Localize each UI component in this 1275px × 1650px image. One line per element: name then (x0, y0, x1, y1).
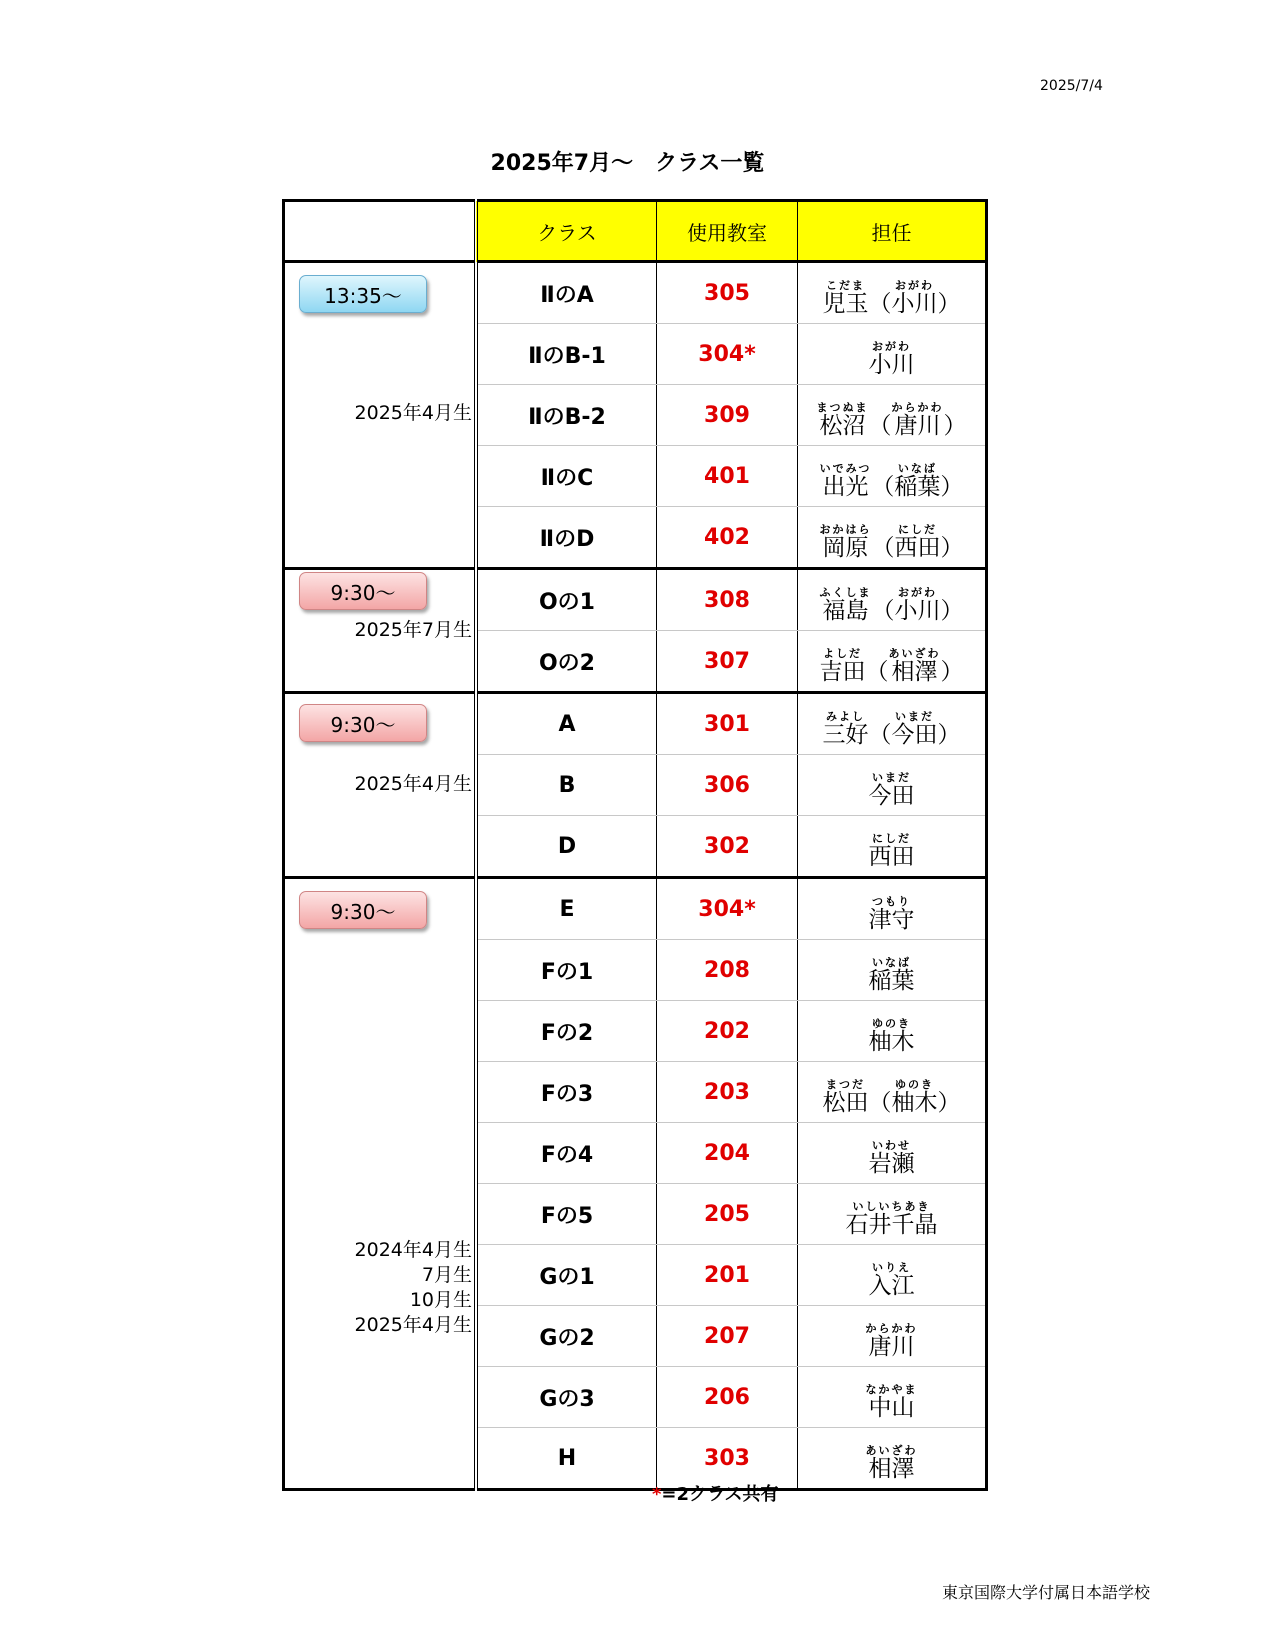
class-name-cell: ⅡのC (476, 446, 657, 507)
sub-teacher (892, 1079, 938, 1116)
room-number-cell: 207 (657, 1306, 798, 1367)
room-number-cell: 302 (657, 816, 798, 878)
furigana: いしいちあき (852, 1199, 931, 1213)
teacher-cell (798, 262, 987, 324)
student-intake-line: 2024年4月生 (354, 1239, 472, 1261)
column-header-class: クラス (476, 201, 657, 262)
teacher-cell (798, 878, 987, 940)
teacher-names (869, 833, 915, 870)
furigana: おがわ (898, 585, 937, 599)
teacher-names (869, 957, 915, 994)
paren-open: （ (868, 290, 892, 317)
teacher-cell (798, 1123, 987, 1184)
teacher-kanji: 稲葉 (868, 967, 915, 994)
paren-close: ） (943, 412, 967, 439)
furigana: いでみつ (819, 461, 872, 475)
group-cell (284, 262, 477, 569)
furigana: みよし (826, 709, 865, 723)
main-teacher (820, 463, 872, 500)
table-row (284, 262, 987, 324)
room-number-cell: 202 (657, 1001, 798, 1062)
paren-open: （ (868, 1089, 892, 1116)
main-teacher (869, 1140, 915, 1177)
table-row (284, 878, 987, 940)
teacher-kanji: 石井千晶 (845, 1211, 938, 1238)
teacher-cell (798, 385, 987, 446)
room-number-cell: 208 (657, 940, 798, 1001)
paren-open: （ (871, 534, 895, 561)
teacher-kanji: 入江 (868, 1272, 915, 1299)
furigana: ゆのき (895, 1077, 934, 1091)
student-intake-line: 2025年4月生 (354, 773, 472, 795)
class-name-cell: Gの3 (476, 1367, 657, 1428)
teacher-kanji: 今田 (891, 721, 938, 748)
class-name-cell: H (476, 1428, 657, 1490)
teacher-names (869, 1140, 915, 1177)
furigana: よしだ (823, 646, 862, 660)
main-teacher (823, 711, 869, 748)
teacher-names (869, 1018, 915, 1055)
table-row (284, 569, 987, 631)
student-intake-line: 7月生 (421, 1264, 472, 1286)
room-number-cell: 204 (657, 1123, 798, 1184)
sub-teacher (892, 280, 938, 317)
teacher-names (846, 1201, 938, 1238)
teacher-cell (798, 1306, 987, 1367)
class-table (282, 199, 988, 1491)
teacher-names (820, 648, 964, 685)
paren-close: ） (940, 534, 964, 561)
note-text: =2クラス共有 (661, 1484, 779, 1505)
teacher-kanji: 小川 (868, 351, 915, 378)
main-teacher (869, 833, 915, 870)
teacher-cell (798, 1062, 987, 1123)
asterisk-mark: * (652, 1484, 662, 1505)
main-teacher (820, 648, 866, 685)
class-name-cell: ⅡのA (476, 262, 657, 324)
table-header-row (284, 201, 987, 262)
furigana: ふくしま (819, 585, 872, 599)
class-name-cell: D (476, 816, 657, 878)
paren-close: ） (937, 290, 961, 317)
furigana: からかわ (891, 400, 944, 414)
sub-teacher (894, 463, 940, 500)
class-name-cell: Fの5 (476, 1184, 657, 1245)
furigana: あいざわ (888, 646, 941, 660)
paren-close: ） (940, 597, 964, 624)
teacher-cell (798, 755, 987, 816)
room-number-cell: 305 (657, 262, 798, 324)
main-teacher (866, 1323, 918, 1360)
group-cell (284, 569, 477, 693)
teacher-kanji: 柚木 (868, 1028, 915, 1055)
sub-teacher (895, 587, 941, 624)
teacher-kanji: 唐川 (868, 1333, 915, 1360)
furigana: おがわ (895, 278, 934, 292)
teacher-kanji: 松沼 (819, 412, 866, 439)
furigana: あいざわ (865, 1443, 918, 1457)
class-name-cell: Fの1 (476, 940, 657, 1001)
furigana: いわせ (872, 1138, 911, 1152)
teacher-cell (798, 446, 987, 507)
school-name: 東京国際大学付属日本語学校 (941, 1583, 1150, 1602)
teacher-names (869, 1262, 915, 1299)
furigana: からかわ (865, 1321, 918, 1335)
main-teacher (869, 772, 915, 809)
teacher-kanji: 岡原 (822, 534, 869, 561)
paren-open: （ (871, 597, 895, 624)
room-number-cell: 201 (657, 1245, 798, 1306)
paren-open: （ (865, 658, 889, 685)
class-name-cell: Oの1 (476, 569, 657, 631)
teacher-kanji: 松田 (822, 1089, 869, 1116)
teacher-kanji: 西田 (894, 534, 941, 561)
room-number-cell: 303 (657, 1428, 798, 1490)
start-time-badge: 9:30～ (299, 891, 427, 929)
paren-close: ） (940, 473, 964, 500)
class-name-cell: Gの2 (476, 1306, 657, 1367)
room-number-cell: 306 (657, 755, 798, 816)
shared-room-note (652, 1480, 852, 1506)
furigana: いなば (897, 461, 937, 475)
class-name-cell: Fの2 (476, 1001, 657, 1062)
teacher-kanji: 柚木 (891, 1089, 938, 1116)
column-header-room: 使用教室 (657, 201, 798, 262)
paren-open: （ (871, 473, 895, 500)
student-intake-line: 2025年7月生 (354, 619, 472, 641)
furigana: いまだ (895, 709, 934, 723)
furigana: いまだ (872, 770, 911, 784)
main-teacher (869, 896, 915, 933)
paren-close: ） (940, 658, 964, 685)
teacher-kanji: 相澤 (891, 658, 938, 685)
class-name-cell: ⅡのB-2 (476, 385, 657, 446)
student-intake-label (355, 618, 472, 643)
teacher-names (823, 280, 961, 317)
teacher-names (866, 1323, 918, 1360)
teacher-names (820, 524, 964, 561)
teacher-kanji: 小川 (894, 597, 941, 624)
column-header-teacher: 担任 (798, 201, 987, 262)
furigana: こだま (826, 278, 865, 292)
furigana: まつぬま (816, 400, 869, 414)
main-teacher (823, 280, 869, 317)
room-number-cell: 308 (657, 569, 798, 631)
class-name-cell: Fの4 (476, 1123, 657, 1184)
room-number-cell: 402 (657, 507, 798, 569)
teacher-kanji: 相澤 (868, 1455, 915, 1482)
teacher-cell (798, 940, 987, 1001)
class-name-cell: E (476, 878, 657, 940)
teacher-cell (798, 631, 987, 693)
teacher-kanji: 稲葉 (894, 473, 941, 500)
room-number-cell: 309 (657, 385, 798, 446)
teacher-kanji: 児玉 (822, 290, 869, 317)
teacher-kanji: 中山 (868, 1394, 915, 1421)
table-row (284, 693, 987, 755)
room-number-cell: 401 (657, 446, 798, 507)
teacher-cell (798, 1184, 987, 1245)
teacher-names (823, 1079, 961, 1116)
student-intake-line: 2025年4月生 (354, 1314, 472, 1336)
teacher-cell (798, 1001, 987, 1062)
main-teacher (817, 402, 869, 439)
teacher-names (817, 402, 967, 439)
main-teacher (866, 1384, 918, 1421)
teacher-names (820, 463, 964, 500)
furigana: ゆのき (872, 1016, 911, 1030)
main-teacher (846, 1201, 938, 1238)
teacher-kanji: 津守 (868, 906, 915, 933)
furigana: おかはら (819, 522, 872, 536)
group-cell (284, 878, 477, 1490)
room-number-cell: 304* (657, 324, 798, 385)
class-name-cell: B (476, 755, 657, 816)
teacher-cell (798, 507, 987, 569)
teacher-cell (798, 693, 987, 755)
paren-open: （ (868, 721, 892, 748)
start-time-badge: 9:30～ (299, 704, 427, 742)
paren-open: （ (868, 412, 892, 439)
main-teacher (869, 957, 915, 994)
class-name-cell: ⅡのB-1 (476, 324, 657, 385)
teacher-kanji: 小川 (891, 290, 938, 317)
main-teacher (823, 1079, 869, 1116)
teacher-kanji: 岩瀬 (868, 1150, 915, 1177)
class-name-cell: A (476, 693, 657, 755)
document-date: 2025/7/4 (1040, 78, 1103, 94)
teacher-names (869, 772, 915, 809)
student-intake-label (355, 1238, 472, 1338)
room-number-cell: 205 (657, 1184, 798, 1245)
room-number-cell: 301 (657, 693, 798, 755)
student-intake-label (355, 401, 472, 426)
room-number-cell: 206 (657, 1367, 798, 1428)
sub-teacher (892, 402, 944, 439)
teacher-names (820, 587, 964, 624)
main-teacher (869, 1018, 915, 1055)
class-name-cell: Gの1 (476, 1245, 657, 1306)
start-time-badge: 9:30～ (299, 572, 427, 610)
furigana: にしだ (872, 831, 911, 845)
teacher-names (869, 341, 915, 378)
furigana: おがわ (872, 339, 911, 353)
header-blank-cell (284, 201, 477, 262)
teacher-cell (798, 1367, 987, 1428)
room-number-cell: 203 (657, 1062, 798, 1123)
group-cell (284, 693, 477, 878)
main-teacher (820, 587, 872, 624)
teacher-names (823, 711, 961, 748)
class-name-cell: Oの2 (476, 631, 657, 693)
sub-teacher (892, 711, 938, 748)
teacher-names (866, 1445, 918, 1482)
furigana: なかやま (865, 1382, 918, 1396)
class-name-cell: Fの3 (476, 1062, 657, 1123)
paren-close: ） (937, 1089, 961, 1116)
furigana: にしだ (898, 522, 937, 536)
teacher-kanji: 吉田 (819, 658, 866, 685)
teacher-kanji: 福島 (822, 597, 869, 624)
main-teacher (869, 1262, 915, 1299)
teacher-kanji: 西田 (868, 843, 915, 870)
teacher-names (866, 1384, 918, 1421)
teacher-kanji: 今田 (868, 782, 915, 809)
furigana: いなば (872, 955, 911, 969)
teacher-cell (798, 1245, 987, 1306)
furigana: つもり (872, 894, 911, 908)
teacher-kanji: 出光 (822, 473, 869, 500)
start-time-badge: 13:35～ (299, 275, 427, 313)
room-number-cell: 307 (657, 631, 798, 693)
teacher-names (869, 896, 915, 933)
main-teacher (869, 341, 915, 378)
teacher-kanji: 唐川 (894, 412, 941, 439)
teacher-cell (798, 324, 987, 385)
furigana: いりえ (872, 1260, 911, 1274)
teacher-cell (798, 569, 987, 631)
page-title: 2025年7月～ クラス一覧 (490, 151, 765, 176)
teacher-kanji: 三好 (822, 721, 869, 748)
student-intake-line: 10月生 (409, 1289, 472, 1311)
furigana: まつだ (826, 1077, 865, 1091)
paren-close: ） (937, 721, 961, 748)
class-name-cell: ⅡのD (476, 507, 657, 569)
sub-teacher (889, 648, 941, 685)
student-intake-line: 2025年4月生 (354, 402, 472, 424)
main-teacher (866, 1445, 918, 1482)
student-intake-label (355, 772, 472, 797)
room-number-cell: 304* (657, 878, 798, 940)
sub-teacher (895, 524, 941, 561)
teacher-cell (798, 816, 987, 878)
main-teacher (820, 524, 872, 561)
